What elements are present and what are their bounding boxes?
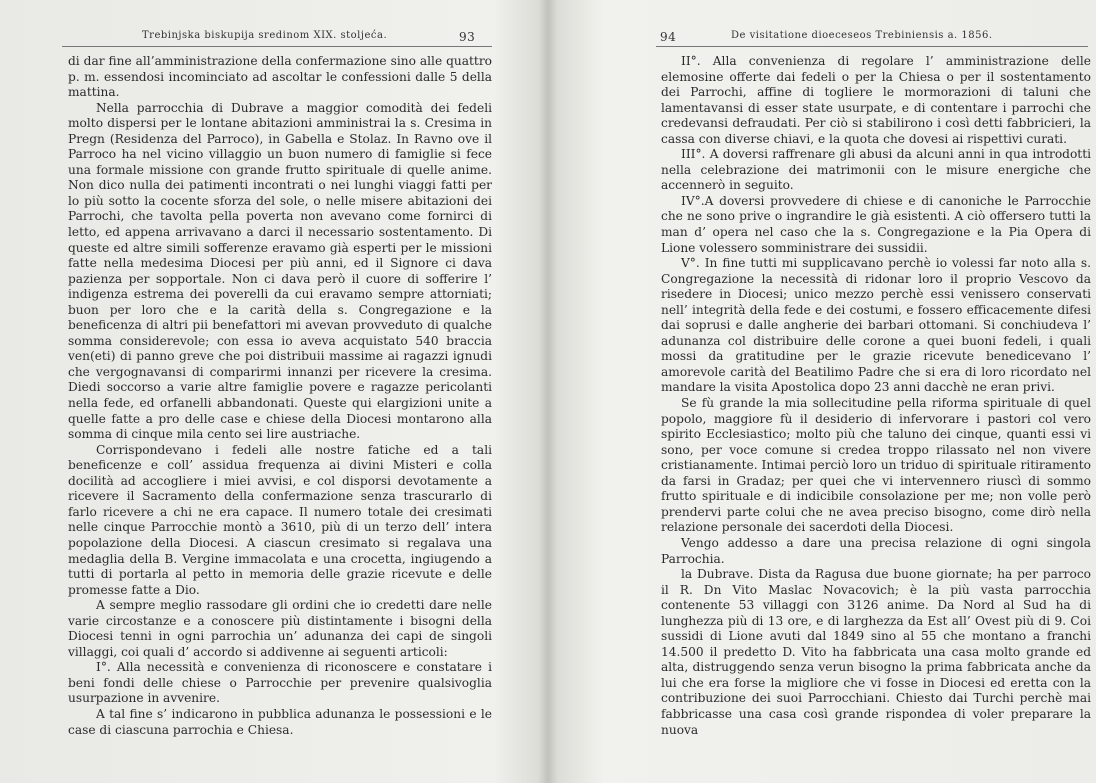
header-rule (656, 46, 1088, 47)
paragraph: A tal fine s’ indicarono in pubblica adunanza le possessioni e le case di ciascuna parrochia e Chiesa. (68, 706, 492, 737)
book-gutter (538, 0, 558, 783)
running-header-title: Trebinjska biskupija sredinom XIX. stoljeća. (142, 30, 388, 41)
paragraph: di dar fine all’amministrazione della confermazione sino alle quattro p. m. essendosi incominciato ad ascoltar le confessioni dalle 5 della mattina. (68, 54, 492, 100)
paragraph: II°. Alla convenienza di regolare l’ amministrazione delle elemosine offerte dai fedeli o per la Chiesa o per il sostentamento dei Parrochi, affine di togliere le mormorazioni di taluni che lamentavansi di esser state usurpate, e di contentare i parrochi che credevansi defraudati. Per ciò si stabilirono i così detti fabbricieri, la cassa con diverse chiavi, e la quota che dovesi ai rispettivi curati. (661, 54, 1091, 146)
running-header-title: De visitatione dioeceseos Trebiniensis a. 1856. (731, 30, 993, 41)
page-body (68, 54, 492, 738)
page-number: 94 (660, 30, 677, 44)
paragraph: I°. Alla necessità e convenienza di riconoscere e constatare i beni fondi delle chiese o Parrocchie per prevenire qualsivoglia usurpazione in avvenire. (68, 660, 492, 706)
paragraph: Nella parrocchia di Dubrave a maggior comodità dei fedeli molto dispersi per le lontane abitazioni amministrai la s. Cresima in Pregn (Residenza del Parroco), in Gabella e Stolaz. In Ravno ove il Parroco ha nel vicino villaggio un buon numero di famiglie si fece una formale missione con grande frutto spirituale di quelle anime. Non dico nulla dei patimenti incontrati o nei lunghi viaggi fatti per lo più sotto la cocente sforza del sole, o nelle misere abitazioni dei Parrochi, che tavolta pella poverta non avevano come fornirci di letto, ed appena arrivavano a darci il necessario sostentamento. Di queste ed altre simili sofferenze eravamo già esperti per le missioni fatte nella medesima Diocesi per più anni, ed il Signore ci dava pazienza per sopportale. Non ci dava però il cuore di sofferire l’ indigenza estrema dei poverelli da cui eravamo sempre attorniati; buon per loro che e la carità della s. Congregazione e la beneficenza di altri pii benefattori mi avevan provveduto di qualche somma considerevole; con essa io aveva acquistato 540 braccia ven(eti) di panno greve che poi distribuii massime ai ragazzi ignudi che vergognavansi di comparirmi innanzi per ricevere la cresima. Diedi soccorso a varie altre famiglie povere e ragazze pericolanti nella fede, ed orfanelli abbandonati. Queste qui elargizioni unite a quelle fatte a pro delle case e chiese della Diocesi montarono alla somma di cinque mila cento sei lire austriache. (68, 100, 492, 442)
paragraph: III°. A doversi raffrenare gli abusi da alcuni anni in qua introdotti nella celebrazione dei matrimonii con le misure energiche che accennerò in seguito. (661, 147, 1091, 193)
paragraph: IV°.A doversi provvedere di chiese e di canoniche le Parrocchie che ne sono prive o ingrandire le già esistenti. A ciò offersero tutti la man d’ opera nel caso che la s. Congregazione e la Pia Opera di Lione volessero somministrare dei sussidii. (661, 193, 1091, 255)
paragraph: la Dubrave. Dista da Ragusa due buone giornate; ha per parroco il R. Dn Vito Maslac Novacovich; è la più vasta parrocchia contenente 53 villaggi con 3126 anime. Da Nord al Sud ha di lunghezza più di 13 ore, e di larghezza da Est all’ Ovest più di 9. Coi sussidi di Lione avuti dal 1849 sino al 55 che montano a franchi 14.500 il predetto D. Vito ha fabbricata una casa molto grande ed alta, distruggendo senza verun bisogno la prima fabbricata anche da lui che era forse la migliore che vi fosse in Diocesi ed eretta con la contribuzione dei suoi Parrocchiani. Chiesto dai Turchi perchè mai fabbricasse una casa così grande rispondea di voler preparare la nuova (661, 567, 1091, 737)
left-page (0, 0, 540, 783)
paragraph: Se fù grande la mia sollecitudine pella riforma spirituale di quel popolo, maggiore fù il desiderio di infervorare i pastori col vero spirito Ecclesiastico; molto più che taluno dei cinque, quanti essi vi sono, per voce comune si credea troppo rilassato nel non vivere cristianamente. Intimai perciò loro un triduo di spirituale ritiramento da farsi in Gradaz; per quei che vi intervennero riuscì di sommo frutto spirituale e di indicibile consolazione per me; non volle però prendervi parte colui che ne avea preciso bisogno, come dirò nella relazione personale dei sacerdoti della Diocesi. (661, 396, 1091, 535)
right-page (556, 0, 1096, 783)
page-number: 93 (459, 30, 476, 44)
paragraph: V°. In fine tutti mi supplicavano perchè io volessi far noto alla s. Congregazione la necessità di ridonar loro il proprio Vescovo da risedere in Diocesi; unico mezzo perchè essi venissero conservati nell’ integrità della fede e dei costumi, e fossero efficacemente difesi dai soprusi e dalle angherie dei barbari ottomani. Si conchiudeva l’ adunanza col distribuire delle corone a quei buoni fedeli, i quali mossi da gratitudine per le grazie ricevute benedicevano l’ amorevole carità del Beatilimo Padre che si era di loro ricordato nel mandare la visita Apostolica dopo 23 anni dacchè ne eran privi. (661, 256, 1091, 395)
paragraph: A sempre meglio rassodare gli ordini che io credetti dare nelle varie circostanze e a conoscere più distintamente i bisogni della Diocesi tenni in ogni parrochia un’ adunanza dei capi de singoli villaggi, coi quali d’ accordo si addivenne ai seguenti articoli: (68, 598, 492, 659)
paragraph: Vengo addesso a dare una precisa relazione di ogni singola Parrochia. (661, 535, 1091, 566)
header-rule (62, 46, 492, 47)
page-body (661, 54, 1091, 738)
paragraph: Corrispondevano i fedeli alle nostre fatiche ed a tali beneficenze e coll’ assidua frequenza ai divini Misteri e colla docilità ad accogliere i miei avvisi, e col disporsi devotamente a ricevere il Sacramento della confermazione senza trascurarlo di farlo ricevere a chi ne era capace. Il numero totale dei cresimati nelle cinque Parrocchie montò a 3610, più di un terzo dell’ intera popolazione della Diocesi. A ciascun cresimato si regalava una medaglia della B. Vergine immacolata e una crocetta, ingiugendo a tutti di portarla al petto in memoria delle grazie ricevute e delle promesse fatte a Dio. (68, 442, 492, 597)
